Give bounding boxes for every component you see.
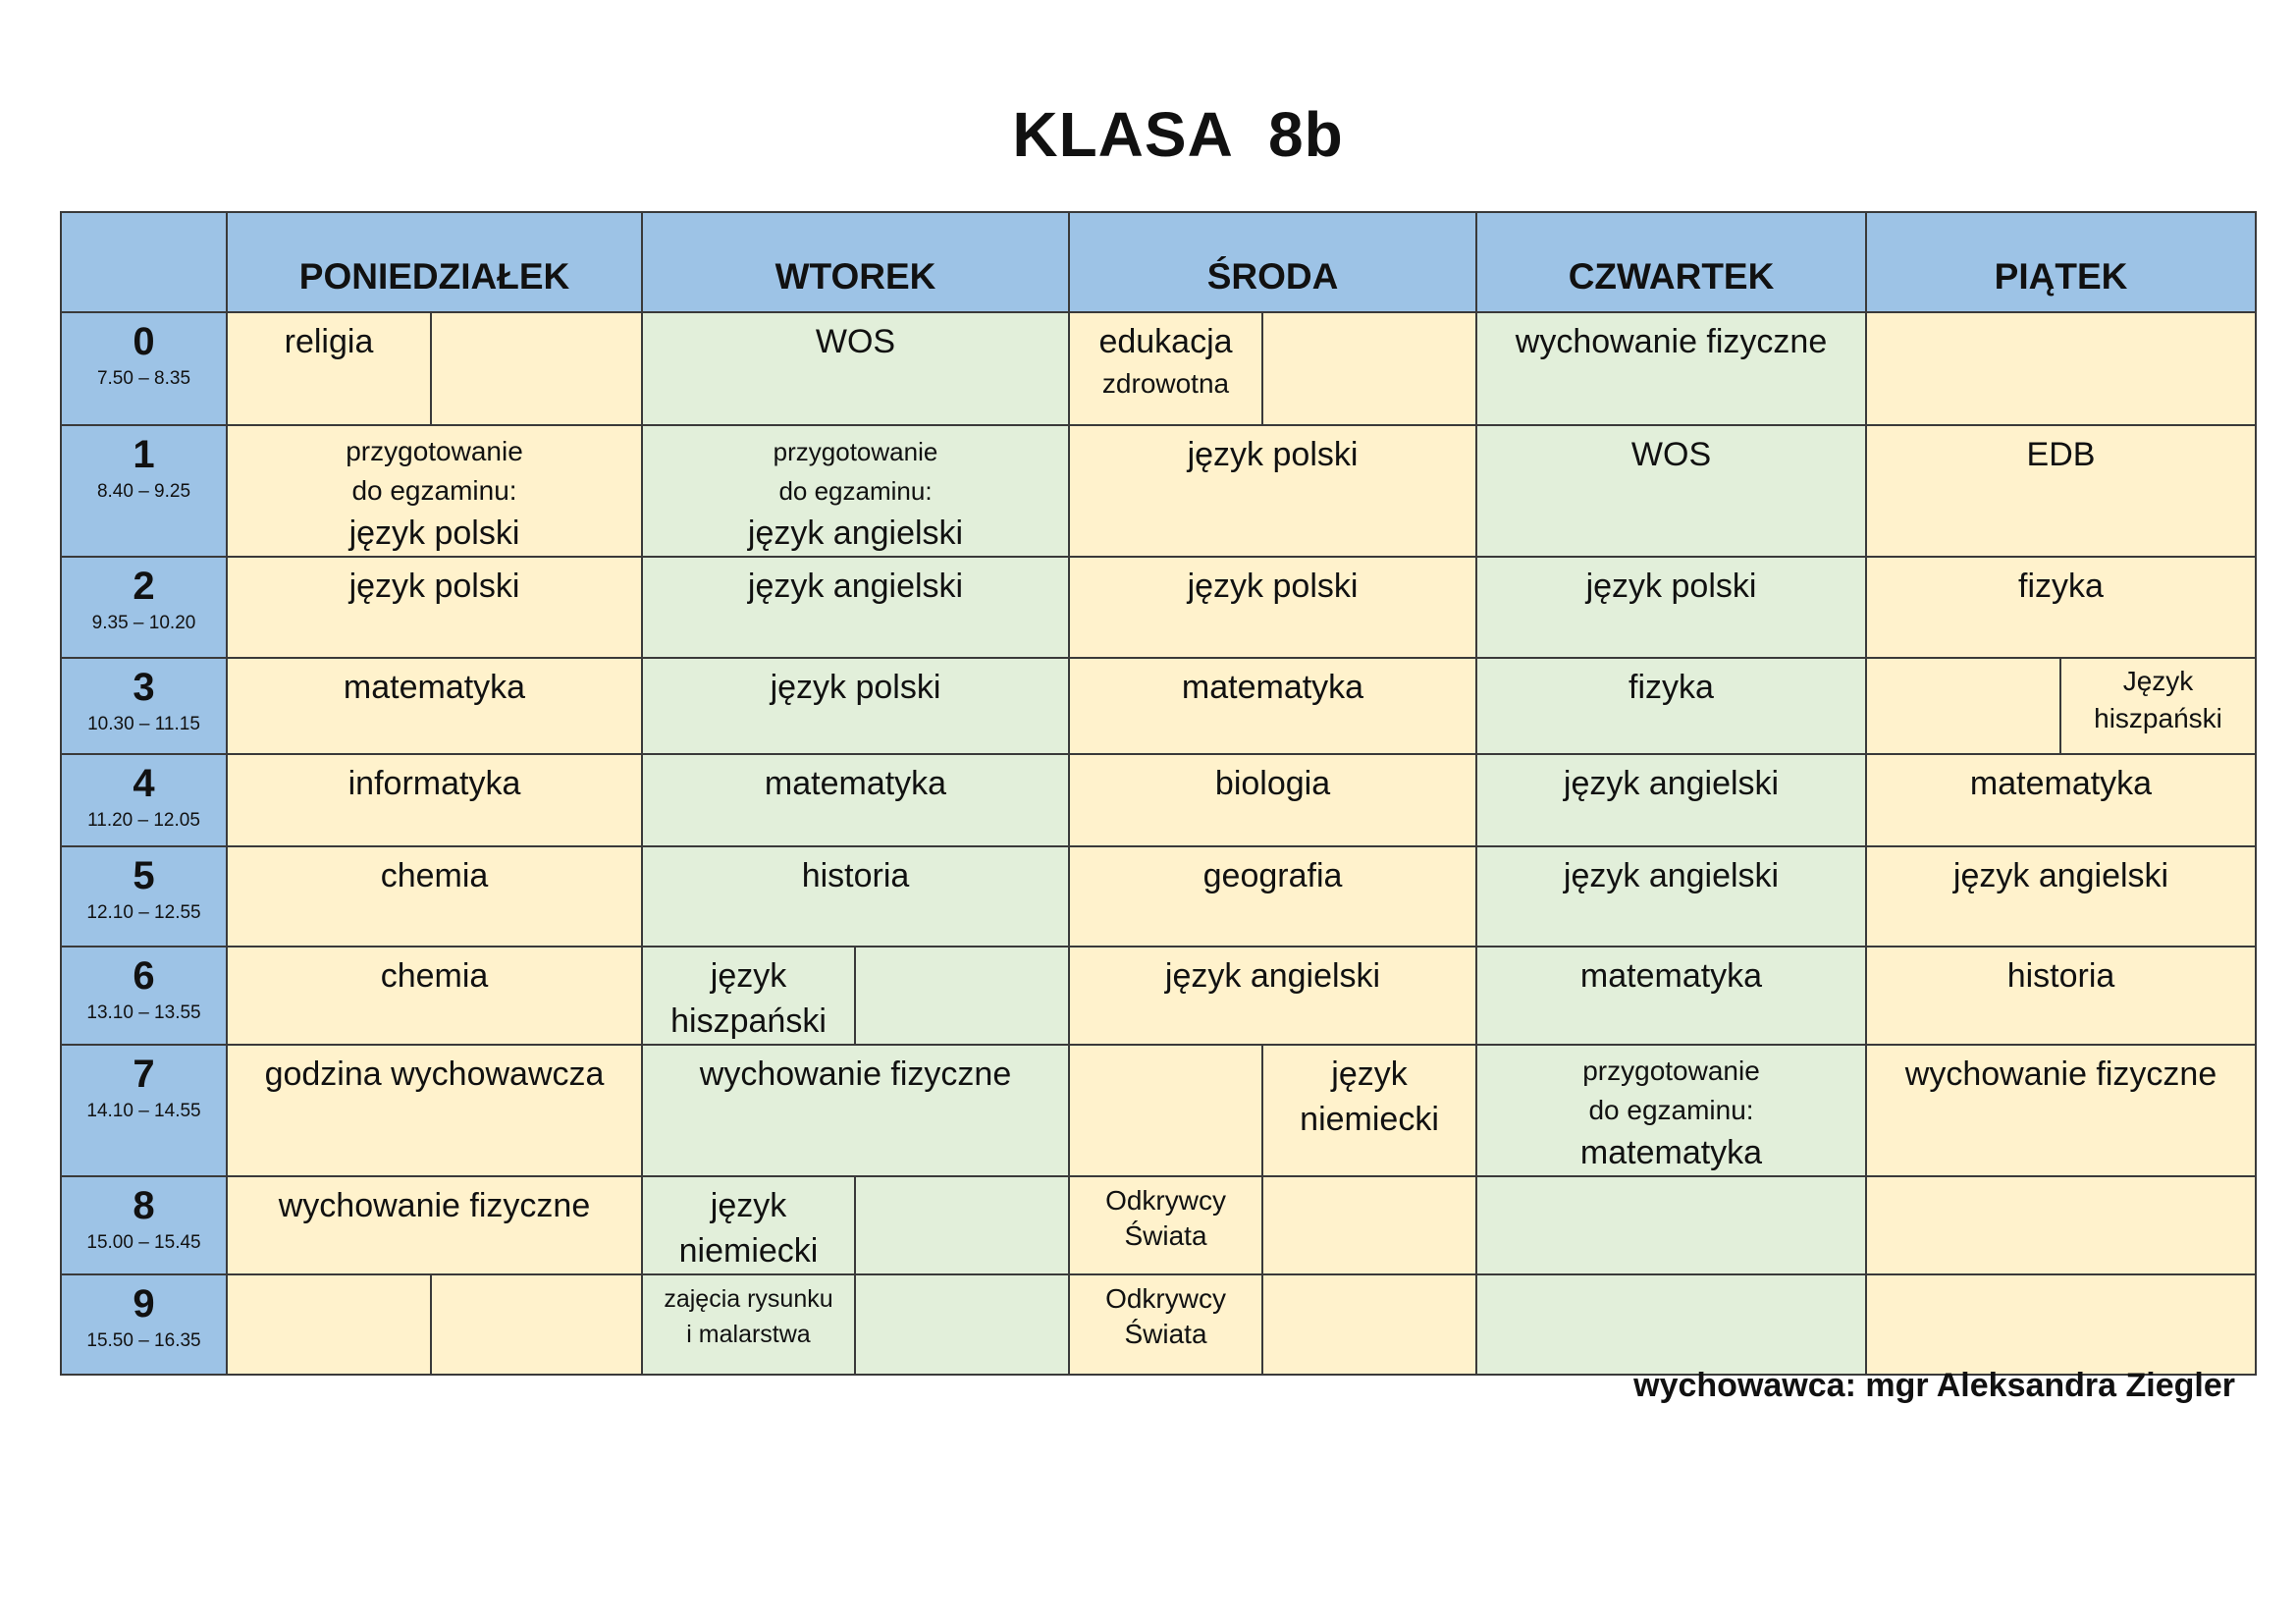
header-row [61, 212, 2256, 312]
cell-mon-5 [227, 846, 642, 947]
subject: wychowanie fizyczne [699, 1056, 1012, 1093]
cell-tue-1 [642, 425, 1069, 557]
subject [1477, 1177, 1865, 1183]
lesson-time: 14.10 – 14.55 [86, 1101, 201, 1121]
subject: język polski [1187, 568, 1359, 605]
subject: wychowanie fizyczne [278, 1187, 591, 1224]
cell-wed-8b [1262, 1176, 1476, 1274]
lesson-label-1 [61, 425, 227, 557]
day-header-wednesday: ŚRODA [1069, 212, 1476, 312]
subject [1867, 1275, 2255, 1281]
subject: matematyka [343, 669, 526, 706]
cell-mon-0a [227, 312, 431, 425]
subject-line: Język [2122, 666, 2194, 696]
lesson-number: 4 [133, 762, 155, 805]
cell-fri-6 [1866, 947, 2256, 1045]
cell-fri-5 [1866, 846, 2256, 947]
cell-thu-0 [1476, 312, 1866, 425]
lesson-time: 15.50 – 16.35 [86, 1330, 201, 1351]
subject [228, 1275, 430, 1281]
lesson-row-5 [61, 846, 2256, 947]
day-header-monday: PONIEDZIAŁEK [227, 212, 642, 312]
subject: biologia [1214, 765, 1331, 802]
cell-mon-2 [227, 557, 642, 658]
subject: WOS [1630, 436, 1712, 473]
subject: geografia [1202, 857, 1343, 894]
subject-line: zajęcia rysunku [664, 1285, 833, 1313]
cell-thu-8 [1476, 1176, 1866, 1274]
subject-line: przygotowanie [346, 436, 523, 466]
cell-tue-8b [855, 1176, 1069, 1274]
subject [432, 1275, 641, 1281]
subject [1263, 1275, 1475, 1281]
lesson-time: 11.20 – 12.05 [87, 810, 200, 831]
cell-wed-5 [1069, 846, 1476, 947]
cell-wed-1 [1069, 425, 1476, 557]
subject [1070, 1046, 1261, 1052]
subject: matematyka [1181, 669, 1364, 706]
subject: język polski [348, 568, 520, 605]
cell-thu-4 [1476, 754, 1866, 846]
subject: język polski [1585, 568, 1757, 605]
lesson-row-9 [61, 1274, 2256, 1375]
subject: historia [801, 857, 910, 894]
subject-line: przygotowanie [1582, 1056, 1760, 1086]
cell-tue-3 [642, 658, 1069, 754]
lesson-row-3 [61, 658, 2256, 754]
cell-wed-0b [1262, 312, 1476, 425]
cell-mon-9b [431, 1274, 642, 1375]
cell-fri-3b [2060, 658, 2256, 754]
subject: fizyka [1629, 669, 1714, 706]
cell-mon-7 [227, 1045, 642, 1176]
cell-thu-9 [1476, 1274, 1866, 1375]
subject-line: do egzaminu: [1588, 1095, 1754, 1125]
cell-fri-3a [1866, 658, 2060, 754]
cell-wed-8a [1069, 1176, 1262, 1274]
subject: EDB [2026, 436, 2096, 473]
lesson-time: 10.30 – 11.15 [87, 714, 200, 734]
subject: wychowanie fizyczne [1515, 323, 1828, 360]
lesson-number: 2 [133, 565, 155, 608]
subject: religia [284, 323, 374, 360]
subject-line: Odkrywcy [1105, 1283, 1226, 1314]
header-corner [61, 212, 227, 312]
cell-mon-1 [227, 425, 642, 557]
lesson-time: 9.35 – 10.20 [91, 613, 196, 633]
homeroom-teacher: wychowawca: mgr Aleksandra Ziegler [1633, 1367, 2235, 1404]
day-header-friday: PIĄTEK [1866, 212, 2256, 312]
subject: język angielski [747, 514, 964, 552]
subject-line: przygotowanie [773, 437, 938, 466]
cell-tue-9a [642, 1274, 855, 1375]
cell-mon-6 [227, 947, 642, 1045]
lesson-row-2 [61, 557, 2256, 658]
cell-thu-2 [1476, 557, 1866, 658]
page-title: KLASA 8b [1012, 99, 1344, 170]
subject [1477, 1275, 1865, 1281]
cell-fri-8 [1866, 1176, 2256, 1274]
subject-line: hiszpański [670, 1002, 827, 1040]
subject: edukacja [1098, 323, 1233, 360]
lesson-row-8 [61, 1176, 2256, 1274]
cell-thu-1 [1476, 425, 1866, 557]
subject: język angielski [1563, 857, 1780, 894]
cell-wed-2 [1069, 557, 1476, 658]
subject-line: niemiecki [1300, 1101, 1439, 1138]
subject [1263, 313, 1475, 319]
lesson-number: 7 [133, 1053, 155, 1096]
lesson-label-0 [61, 312, 227, 425]
lesson-time: 13.10 – 13.55 [86, 1002, 201, 1023]
subject-line: do egzaminu: [351, 475, 517, 506]
cell-tue-0 [642, 312, 1069, 425]
lesson-label-6 [61, 947, 227, 1045]
lesson-time: 8.40 – 9.25 [96, 481, 191, 502]
subject: matematyka [1579, 957, 1763, 995]
lesson-row-7 [61, 1045, 2256, 1176]
lesson-number: 9 [133, 1282, 155, 1326]
lesson-label-3 [61, 658, 227, 754]
cell-thu-6 [1476, 947, 1866, 1045]
cell-mon-4 [227, 754, 642, 846]
subject: chemia [380, 857, 489, 894]
lesson-time: 15.00 – 15.45 [86, 1232, 201, 1253]
lesson-label-4 [61, 754, 227, 846]
cell-tue-5 [642, 846, 1069, 947]
subject-line: Odkrywcy [1105, 1185, 1226, 1216]
cell-tue-8a [642, 1176, 855, 1274]
cell-fri-2 [1866, 557, 2256, 658]
lesson-label-5 [61, 846, 227, 947]
schedule-table [60, 211, 2257, 1376]
cell-thu-5 [1476, 846, 1866, 947]
subject: matematyka [1969, 765, 2153, 802]
cell-mon-3 [227, 658, 642, 754]
cell-tue-2 [642, 557, 1069, 658]
lesson-number: 1 [133, 433, 155, 476]
cell-wed-7a [1069, 1045, 1262, 1176]
cell-tue-6b [855, 947, 1069, 1045]
cell-thu-7 [1476, 1045, 1866, 1176]
lesson-time: 12.10 – 12.55 [86, 902, 201, 923]
subject-line: i malarstwa [686, 1321, 811, 1348]
subject [1263, 1177, 1475, 1183]
subject: fizyka [2018, 568, 2104, 605]
subject-line: Świata [1124, 1319, 1207, 1349]
cell-fri-4 [1866, 754, 2256, 846]
subject-line: hiszpański [2094, 703, 2222, 733]
lesson-label-8 [61, 1176, 227, 1274]
cell-wed-7b [1262, 1045, 1476, 1176]
lesson-time: 7.50 – 8.35 [96, 368, 191, 389]
subject [856, 1275, 1068, 1281]
subject-line: niemiecki [678, 1232, 819, 1270]
subject: język angielski [1563, 765, 1780, 802]
subject-line: Świata [1124, 1220, 1207, 1251]
lesson-row-6 [61, 947, 2256, 1045]
cell-mon-8 [227, 1176, 642, 1274]
cell-fri-7 [1866, 1045, 2256, 1176]
lesson-number: 3 [133, 666, 155, 709]
subject-line: język [1331, 1056, 1408, 1093]
subject: język angielski [747, 568, 964, 605]
subject-line: język [710, 957, 787, 995]
cell-fri-1 [1866, 425, 2256, 557]
cell-tue-9b [855, 1274, 1069, 1375]
cell-wed-0a [1069, 312, 1262, 425]
subject [1867, 313, 2255, 319]
lesson-number: 8 [133, 1184, 155, 1227]
subject [856, 1177, 1068, 1183]
cell-thu-3 [1476, 658, 1866, 754]
subject: godzina wychowawcza [264, 1056, 605, 1093]
cell-tue-4 [642, 754, 1069, 846]
lesson-label-9 [61, 1274, 227, 1375]
subject: język polski [770, 669, 941, 706]
cell-tue-7 [642, 1045, 1069, 1176]
subject [1867, 1177, 2255, 1183]
cell-wed-9a [1069, 1274, 1262, 1375]
lesson-row-4 [61, 754, 2256, 846]
subject-line: do egzaminu: [778, 476, 933, 506]
subject: wychowanie fizyczne [1904, 1056, 2217, 1093]
lesson-number: 5 [133, 854, 155, 897]
subject: informatyka [347, 765, 521, 802]
subject: matematyka [764, 765, 947, 802]
cell-mon-0b [431, 312, 642, 425]
subject-line: zdrowotna [1101, 368, 1230, 399]
lesson-number: 6 [133, 954, 155, 998]
subject: historia [2006, 957, 2115, 995]
subject: chemia [380, 957, 489, 995]
cell-wed-9b [1262, 1274, 1476, 1375]
lesson-row-1 [61, 425, 2256, 557]
lesson-label-2 [61, 557, 227, 658]
cell-wed-3 [1069, 658, 1476, 754]
subject-line: język [710, 1187, 787, 1224]
subject: język angielski [1164, 957, 1381, 995]
subject [856, 947, 1068, 953]
day-header-thursday: CZWARTEK [1476, 212, 1866, 312]
lesson-number: 0 [133, 320, 155, 363]
cell-fri-9 [1866, 1274, 2256, 1375]
cell-mon-9a [227, 1274, 431, 1375]
subject [432, 313, 641, 319]
cell-wed-6 [1069, 947, 1476, 1045]
subject: WOS [815, 323, 896, 360]
day-header-tuesday: WTOREK [642, 212, 1069, 312]
subject: język polski [348, 514, 520, 552]
cell-fri-0 [1866, 312, 2256, 425]
subject: matematyka [1579, 1134, 1763, 1171]
cell-wed-4 [1069, 754, 1476, 846]
cell-tue-6a [642, 947, 855, 1045]
subject: język angielski [1952, 857, 2169, 894]
subject [1867, 659, 2059, 665]
lesson-row-0 [61, 312, 2256, 425]
lesson-label-7 [61, 1045, 227, 1176]
subject: język polski [1187, 436, 1359, 473]
